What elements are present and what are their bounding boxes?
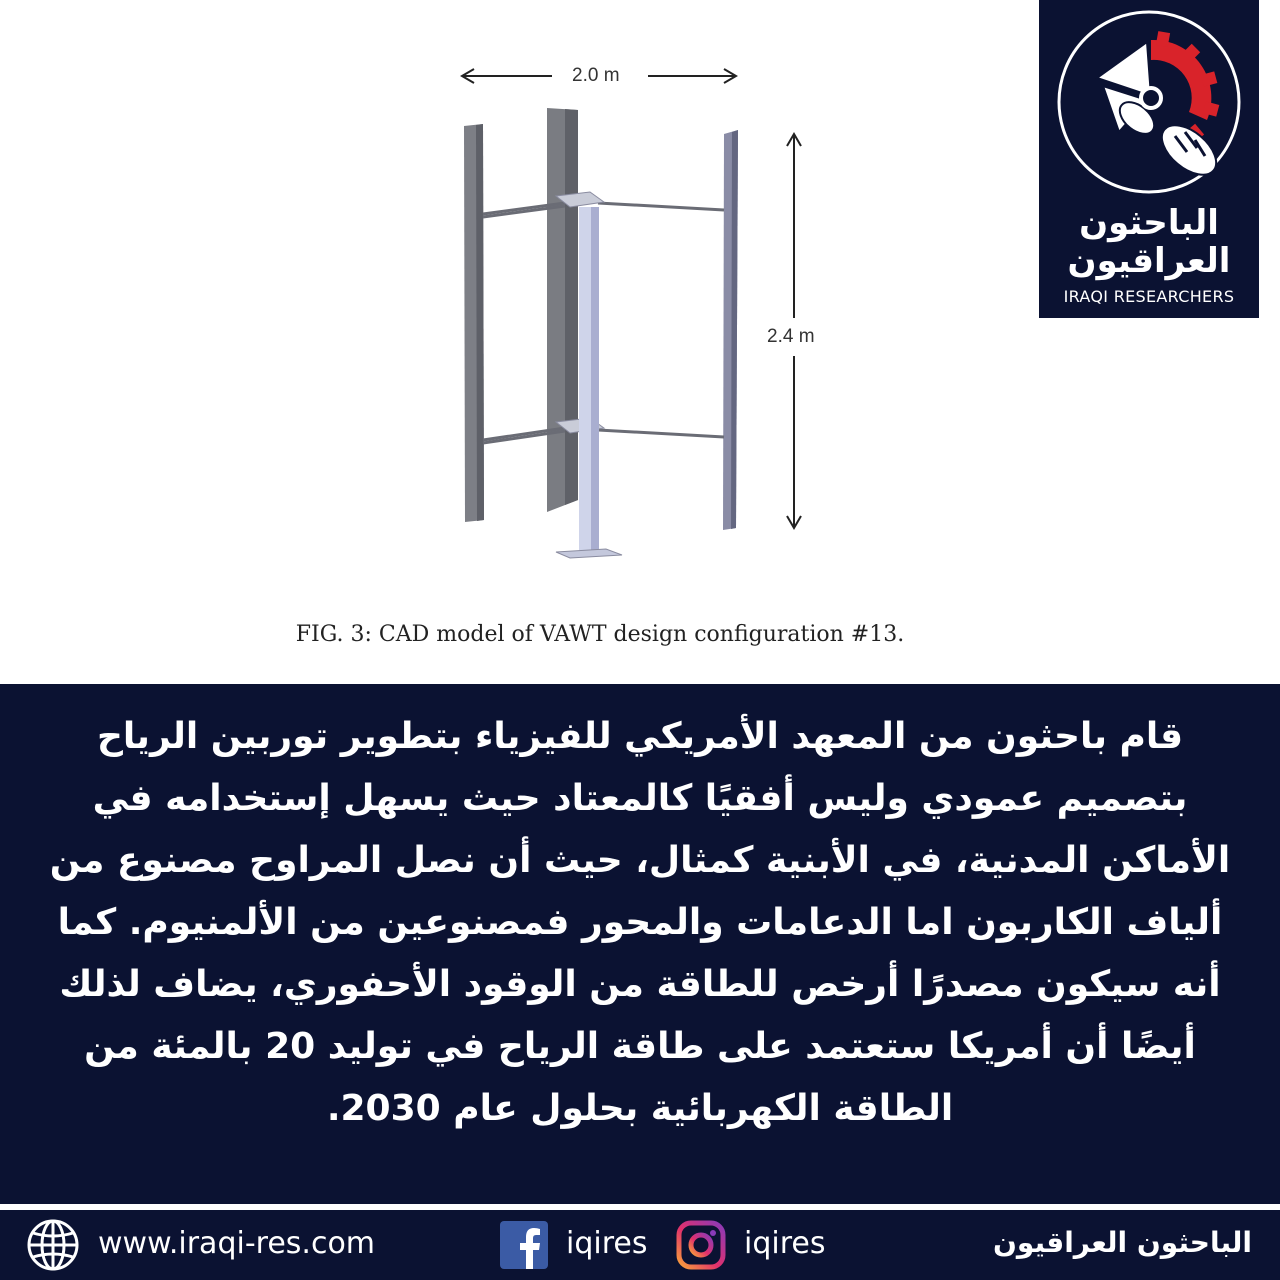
brand-emblem-icon xyxy=(1039,0,1259,200)
logo-title-line1: الباحثون xyxy=(1079,203,1219,243)
instagram-icon[interactable] xyxy=(676,1220,726,1270)
left-blade xyxy=(464,124,484,522)
width-label: 2.0 m xyxy=(572,65,620,86)
lower-struts xyxy=(483,428,724,443)
vawt-cad-drawing xyxy=(0,0,1040,684)
footer-brand-name: الباحثون العراقيون xyxy=(992,1226,1252,1259)
footer-bar xyxy=(0,1210,1280,1280)
logo-title-line2: العراقيون xyxy=(1067,241,1231,281)
article-text: قام باحثون من المعهد الأمريكي للفيزياء بتطوير توربين الرياح بتصميم عمودي وليس أفقيًا كالمعتاد حيث يسهل إستخدامه في الأماكن المدنية، في الأبنية كمثال، حيث أن نصل المراوح مصنوع من ألياف الكاربون اما الدعامات والمحور فمصنوعين من الألمنيوم. كما أنه سيكون مصدرًا أرخص للطاقة من الوقود الأحفوري، يضاف لذلك أيضًا أن أمريكا ستعتمد على طاقة الرياح في توليد 20 بالمئة من الطاقة الكهربائية بحلول عام 2030. xyxy=(49,716,1231,1129)
central-shaft xyxy=(579,207,599,550)
center-blade xyxy=(547,108,578,512)
right-blade xyxy=(723,130,738,530)
height-label: 2.4 m xyxy=(767,326,815,347)
globe-icon xyxy=(26,1218,80,1272)
base-plate xyxy=(556,549,622,558)
article-panel xyxy=(0,684,1280,1204)
logo-subtitle: IRAQI RESEARCHERS xyxy=(1063,287,1235,306)
instagram-handle[interactable]: iqires xyxy=(744,1226,826,1261)
facebook-icon[interactable] xyxy=(500,1221,548,1269)
figure-caption: FIG. 3: CAD model of VAWT design configuration #13. xyxy=(295,622,905,647)
upper-struts xyxy=(483,203,724,217)
brand-logo-box xyxy=(1039,0,1259,318)
facebook-handle[interactable]: iqires xyxy=(566,1226,648,1261)
website-link[interactable]: www.iraqi-res.com xyxy=(98,1226,376,1261)
